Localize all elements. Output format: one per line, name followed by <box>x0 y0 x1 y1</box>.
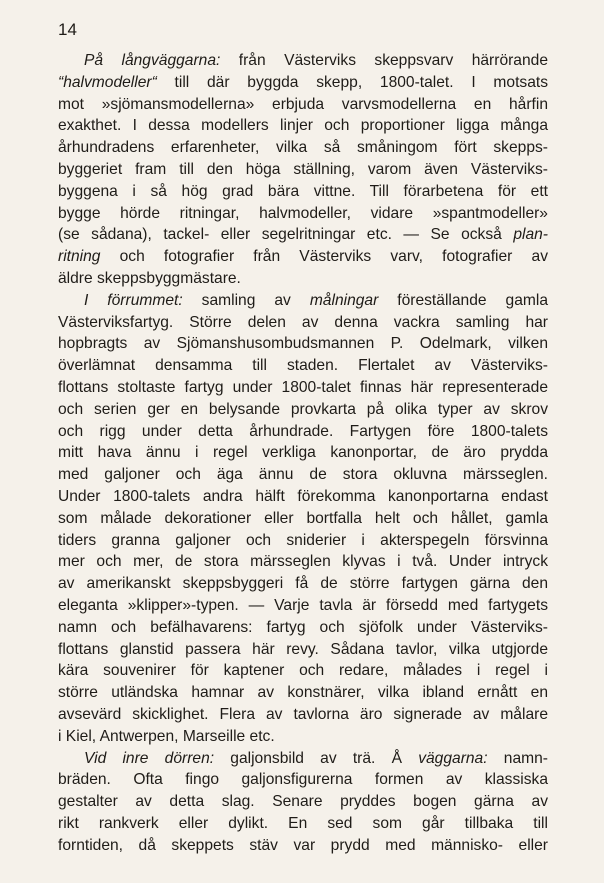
body-text <box>58 50 548 856</box>
text-run: bygge hörde ritningar, halvmodeller, vidare »spantmodeller» <box>58 204 548 222</box>
text-line <box>58 181 548 203</box>
text-run: överlämnat densamma till staden. Flertalet av Västerviks- <box>58 357 548 375</box>
text-run: gestalter av detta slag. Senare pryddes bogen gärna av <box>58 793 548 811</box>
text-line <box>58 769 548 791</box>
italic-heading: Vid inre dörren: <box>84 749 215 767</box>
text-line <box>58 137 548 159</box>
text-line <box>58 290 548 312</box>
text-run: rikt rankverk eller dylikt. En sed som går tillbaka till <box>58 814 548 832</box>
italic-heading: målningar <box>309 291 379 309</box>
text-line <box>58 726 548 748</box>
text-run: namn och befälhavarens: fartyg och sjöfolk under Västerviks- <box>58 618 548 636</box>
text-line <box>58 551 548 573</box>
text-run: i Kiel, Antwerpen, Marseille etc. <box>58 727 275 745</box>
text-run: av amerikanskt skeppsbyggeri få de större fartygen gärna den <box>58 575 548 593</box>
text-line <box>58 595 548 617</box>
text-line <box>58 639 548 661</box>
text-run: till där byggda skepp, 1800-talet. I motsats <box>156 73 548 91</box>
italic-heading: På långväggarna: <box>84 52 221 69</box>
text-line <box>58 268 548 290</box>
text-run: forntiden, då skeppets stäv var prydd med människo- eller <box>58 836 548 854</box>
text-run: århundradens erfarenheter, vilka så småningom fört skepps- <box>58 139 548 157</box>
italic-heading: väggarna: <box>418 749 488 767</box>
text-line <box>58 813 548 835</box>
text-line <box>58 682 548 704</box>
text-line <box>58 530 548 552</box>
text-line <box>58 355 548 377</box>
text-run: avsevärd skicklighet. Flera av tavlorna äro signerade av målare <box>58 705 548 723</box>
text-run: samling av <box>182 291 310 309</box>
text-line <box>58 333 548 355</box>
text-run: mot »sjömansmodellerna» erbjuda varvsmodellerna en hårfin <box>58 95 548 113</box>
text-run: eleganta »klipper»-typen. — Varje tavla är försedd med fartygets <box>58 596 548 614</box>
italic-heading: plan- <box>513 226 548 244</box>
text-line <box>58 660 548 682</box>
text-run: namn- <box>487 749 548 767</box>
text-run: Västerviksfartyg. Större delen av denna vackra samling har <box>58 313 548 331</box>
text-run: Under 1800-talets andra hälft förekomma kanonportarna endast <box>58 487 548 505</box>
text-run: från Västerviks skeppsvarv härrörande <box>220 52 548 69</box>
text-run: äldre skeppsbyggmästare. <box>58 269 241 287</box>
text-run: byggeriet fram till den höga ställning, varom även Västerviks- <box>58 160 548 178</box>
text-line <box>58 377 548 399</box>
text-line <box>58 115 548 137</box>
text-run: (se sådana), tackel- eller segelritningar etc. — Se också <box>58 226 514 244</box>
text-run: kära souvenirer för kaptener och redare, målades i regel i <box>58 662 548 680</box>
text-line <box>58 421 548 443</box>
text-line <box>58 617 548 639</box>
text-run: mer och mer, de stora märsseglen klyvas i två. Under intryck <box>58 553 548 571</box>
text-run: föreställande gamla <box>378 291 549 309</box>
text-line <box>58 748 548 770</box>
text-line <box>58 203 548 225</box>
text-run: byggena i så hög grad bära vittne. Till förarbetena för ett <box>58 182 548 200</box>
text-run: större utländska hamnar av konstnärer, vilka ibland ernått en <box>58 684 548 702</box>
text-line <box>58 159 548 181</box>
italic-heading: ritning <box>58 248 101 266</box>
text-run: flottans stoltaste fartyg under 1800-talet finnas här representerade <box>58 378 548 396</box>
text-line <box>58 791 548 813</box>
text-run: galjonsbild av trä. Å <box>214 749 419 767</box>
text-run: med galjoner och äga ännu de stora okluvna märsseglen. <box>58 466 548 484</box>
text-line <box>58 464 548 486</box>
text-line <box>58 486 548 508</box>
text-run: tiders granna galjoner och sniderier i akterspegeln försvinna <box>58 531 548 549</box>
italic-heading: “halvmodeller“ <box>58 73 157 91</box>
text-run: bräden. Ofta fingo galjonsfigurerna formen av klassiska <box>58 771 548 789</box>
text-line <box>58 835 548 857</box>
text-run: och rigg under detta århundrade. Fartygen före 1800-talets <box>58 422 548 440</box>
text-run: exakthet. I dessa modellers linjer och proportioner ligga många <box>58 117 548 135</box>
text-line <box>58 442 548 464</box>
text-line <box>58 573 548 595</box>
text-run: hopbragts av Sjömanshusombudsmannen P. Odelmark, vilken <box>58 335 548 353</box>
italic-heading: I förrummet: <box>84 291 183 309</box>
text-line <box>58 50 548 72</box>
text-run: flottans glanstid passera här revy. Sådana tavlor, vilka utgjorde <box>58 640 548 658</box>
text-line <box>58 312 548 334</box>
text-run: mitt hava ännu i regel verkliga kanonportar, de äro prydda <box>58 444 548 462</box>
page-number: 14 <box>58 20 77 39</box>
text-line <box>58 72 548 94</box>
text-line <box>58 508 548 530</box>
text-run: och fotografier från Västerviks varv, fotografier av <box>100 248 548 266</box>
text-run: och serien ger en belysande provkarta på olika typer av skrov <box>58 400 548 418</box>
text-line <box>58 224 548 246</box>
text-line <box>58 246 548 268</box>
text-line <box>58 94 548 116</box>
text-line <box>58 704 548 726</box>
text-line <box>58 399 548 421</box>
text-run: som målade dekorationer eller bortfalla helt och hållet, gamla <box>58 509 548 527</box>
